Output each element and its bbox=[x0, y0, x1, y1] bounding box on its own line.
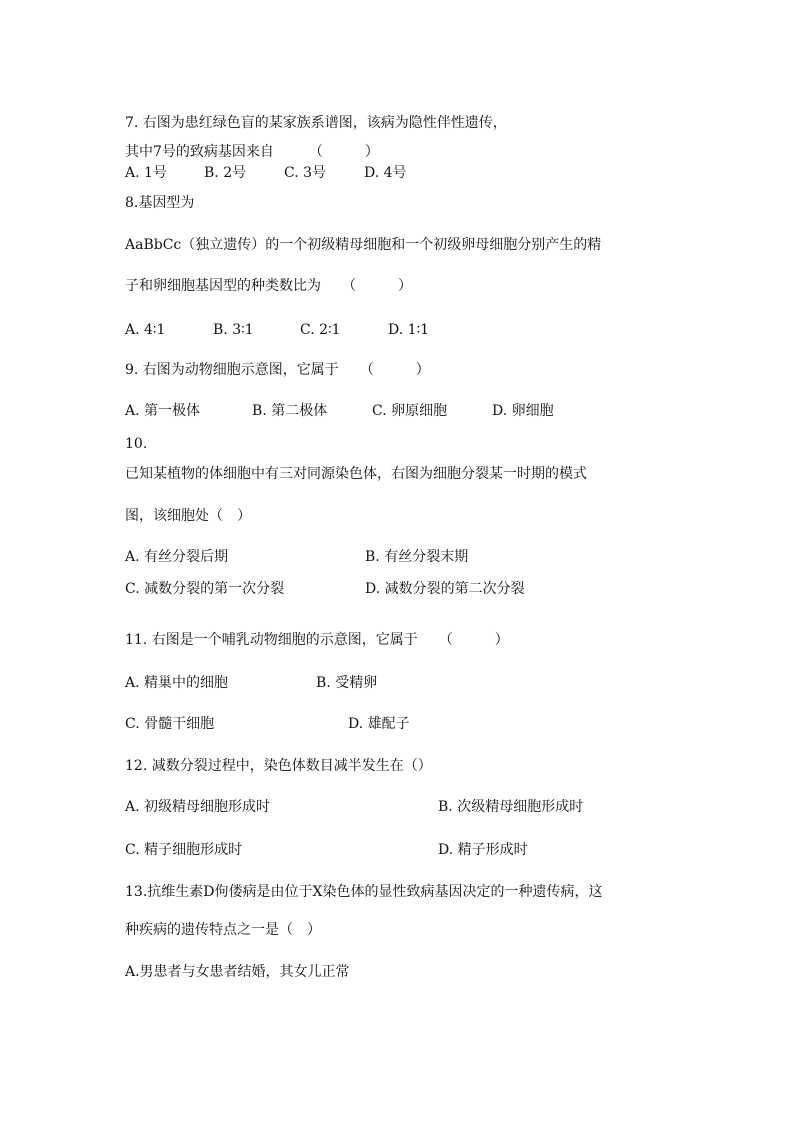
q10-option-a: A. 有丝分裂后期 bbox=[125, 549, 229, 565]
q7-option-c: C. 3号 bbox=[284, 165, 327, 181]
q7-line1: 7. 右图为患红绿色盲的某家族系谱图，该病为隐性伴性遗传， bbox=[125, 115, 507, 131]
q10-option-b: B. 有丝分裂末期 bbox=[365, 549, 469, 565]
q9-line1: 9. 右图为动物细胞示意图，它属于 （ ） bbox=[125, 362, 430, 378]
q7-option-a: A. 1号 bbox=[125, 165, 167, 181]
q10-option-c: C. 减数分裂的第一次分裂 bbox=[125, 581, 285, 597]
q11-line1: 11. 右图是一个哺乳动物细胞的示意图，它属于 （ ） bbox=[125, 632, 509, 648]
q8-option-b: B. 3∶1 bbox=[213, 322, 254, 338]
q11-option-a: A. 精巢中的细胞 bbox=[125, 675, 229, 691]
q11-option-d: D. 雄配子 bbox=[348, 716, 410, 732]
q10-option-d: D. 减数分裂的第二次分裂 bbox=[365, 581, 525, 597]
q9-option-a: A. 第一极体 bbox=[125, 403, 201, 419]
q7-option-b: B. 2号 bbox=[204, 165, 247, 181]
q8-option-d: D. 1∶1 bbox=[388, 322, 430, 338]
q8-line1: 8.基因型为 bbox=[125, 195, 195, 211]
q10-line2: 已知某植物的体细胞中有三对同源染色体，右图为细胞分裂某一时期的模式 bbox=[125, 466, 587, 482]
q8-line2: AaBbCc（独立遗传）的一个初级精母细胞和一个初级卵母细胞分别产生的精 bbox=[125, 237, 602, 253]
q10-line1: 10. bbox=[125, 436, 148, 452]
q7-line2: 其中7号的致病基因来自 （ ） bbox=[125, 144, 379, 160]
q8-line3: 子和卵细胞基因型的种类数比为 （ ） bbox=[125, 278, 412, 294]
q13-line1: 13.抗维生素D佝偻病是由位于X染色体的显性致病基因决定的一种遗传病，这 bbox=[125, 884, 603, 900]
q11-option-c: C. 骨髓干细胞 bbox=[125, 716, 215, 732]
q12-option-d: D. 精子形成时 bbox=[438, 842, 528, 858]
q7-option-d: D. 4号 bbox=[364, 165, 407, 181]
q12-option-a: A. 初级精母细胞形成时 bbox=[125, 799, 271, 815]
q13-line2: 种疾病的遗传特点之一是（ ） bbox=[125, 922, 321, 938]
q8-option-a: A. 4∶1 bbox=[125, 322, 166, 338]
q12-option-c: C. 精子细胞形成时 bbox=[125, 842, 243, 858]
q9-option-b: B. 第二极体 bbox=[252, 403, 328, 419]
q10-line3: 图，该细胞处（ ） bbox=[125, 508, 251, 524]
q13-option-a: A.男患者与女患者结婚，其女儿正常 bbox=[125, 964, 350, 980]
q12-line1: 12. 减数分裂过程中，染色体数目减半发生在（） bbox=[125, 758, 432, 774]
q9-option-d: D. 卵细胞 bbox=[492, 403, 554, 419]
q8-option-c: C. 2∶1 bbox=[300, 322, 341, 338]
q11-option-b: B. 受精卵 bbox=[316, 675, 378, 691]
q12-option-b: B. 次级精母细胞形成时 bbox=[438, 799, 584, 815]
q9-option-c: C. 卵原细胞 bbox=[372, 403, 448, 419]
